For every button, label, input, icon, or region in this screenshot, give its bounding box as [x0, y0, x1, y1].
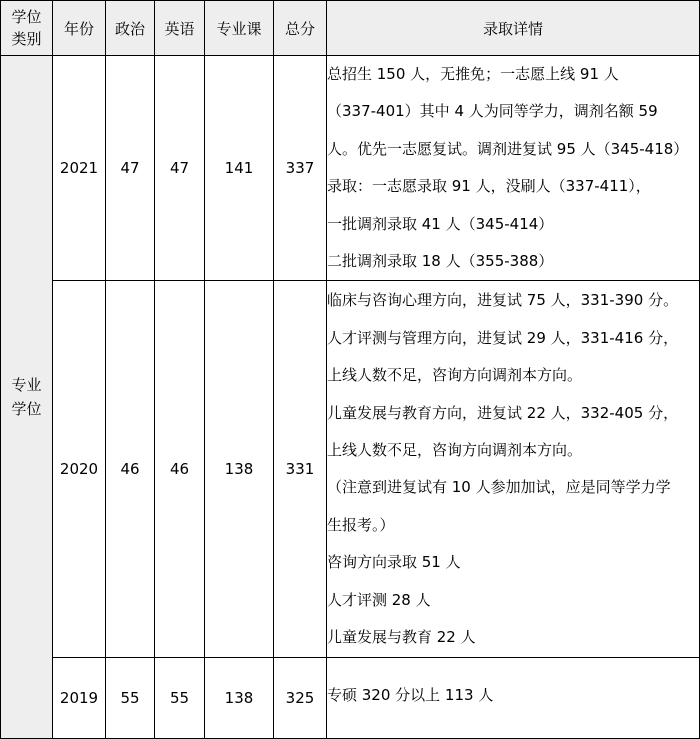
english-cell: 46 [155, 281, 205, 658]
detail-line: 临床与咨询心理方向，进复试 75 人，331-390 分。 [327, 291, 679, 310]
detail-cell [327, 56, 700, 281]
detail-line: 录取：一志愿录取 91 人，没刷人（337-411）， [327, 177, 651, 196]
detail-line: 一批调剂录取 41 人（345-414） [327, 214, 554, 233]
detail-line: 生报考。） [327, 515, 395, 534]
header-politics: 政治 [106, 1, 155, 56]
header-row [1, 1, 700, 56]
english-cell: 55 [155, 658, 205, 739]
english-cell: 47 [155, 56, 205, 281]
category-line2: 学位 [11, 400, 42, 419]
header-category [1, 1, 53, 56]
detail-line: 上线人数不足，咨询方向调剂本方向。 [327, 441, 583, 460]
category-line1: 专业 [11, 376, 42, 395]
year-cell: 2021 [53, 56, 106, 281]
total-cell: 337 [274, 56, 327, 281]
header-english: 英语 [155, 1, 205, 56]
detail-line: 专硕 320 分以上 113 人 [327, 685, 494, 704]
detail-cell [327, 658, 700, 739]
header-total: 总分 [274, 1, 327, 56]
politics-cell: 47 [106, 56, 155, 281]
header-major: 专业课 [205, 1, 274, 56]
header-category-line1: 学位 [11, 8, 42, 26]
major-cell: 141 [205, 56, 274, 281]
detail-line: 人。优先一志愿复试。调剂进复试 95 人（345-418） [327, 139, 689, 158]
total-cell: 331 [274, 281, 327, 658]
major-cell: 138 [205, 281, 274, 658]
detail-line: （注意到进复试有 10 人参加加试，应是同等学力学 [327, 478, 671, 497]
detail-line: 咨询方向录取 51 人 [327, 553, 461, 572]
detail-line: 上线人数不足，咨询方向调剂本方向。 [327, 366, 583, 385]
major-cell: 138 [205, 658, 274, 739]
table-row-2021 [1, 56, 700, 281]
table-row-2020 [1, 281, 700, 658]
year-cell: 2019 [53, 658, 106, 739]
header-category-line2: 类别 [11, 30, 42, 48]
detail-line: 总招生 150 人，无推免；一志愿上线 91 人 [327, 65, 619, 83]
year-cell: 2020 [53, 281, 106, 658]
total-cell: 325 [274, 658, 327, 739]
header-details: 录取详情 [327, 1, 700, 56]
detail-line: 人才评测 28 人 [327, 590, 431, 609]
politics-cell: 55 [106, 658, 155, 739]
detail-line: 二批调剂录取 18 人（355-388） [327, 252, 554, 271]
detail-line: 儿童发展与教育 22 人 [327, 628, 476, 647]
header-year: 年份 [53, 1, 106, 56]
detail-line: （337-401）其中 4 人为同等学力，调剂名额 59 [327, 102, 658, 121]
politics-cell: 46 [106, 281, 155, 658]
category-cell [1, 56, 53, 739]
detail-cell [327, 281, 700, 658]
detail-line: 人才评测与管理方向，进复试 29 人，331-416 分， [327, 328, 679, 347]
detail-line: 儿童发展与教育方向，进复试 22 人，332-405 分， [327, 403, 679, 422]
table-row-2019 [1, 658, 700, 739]
